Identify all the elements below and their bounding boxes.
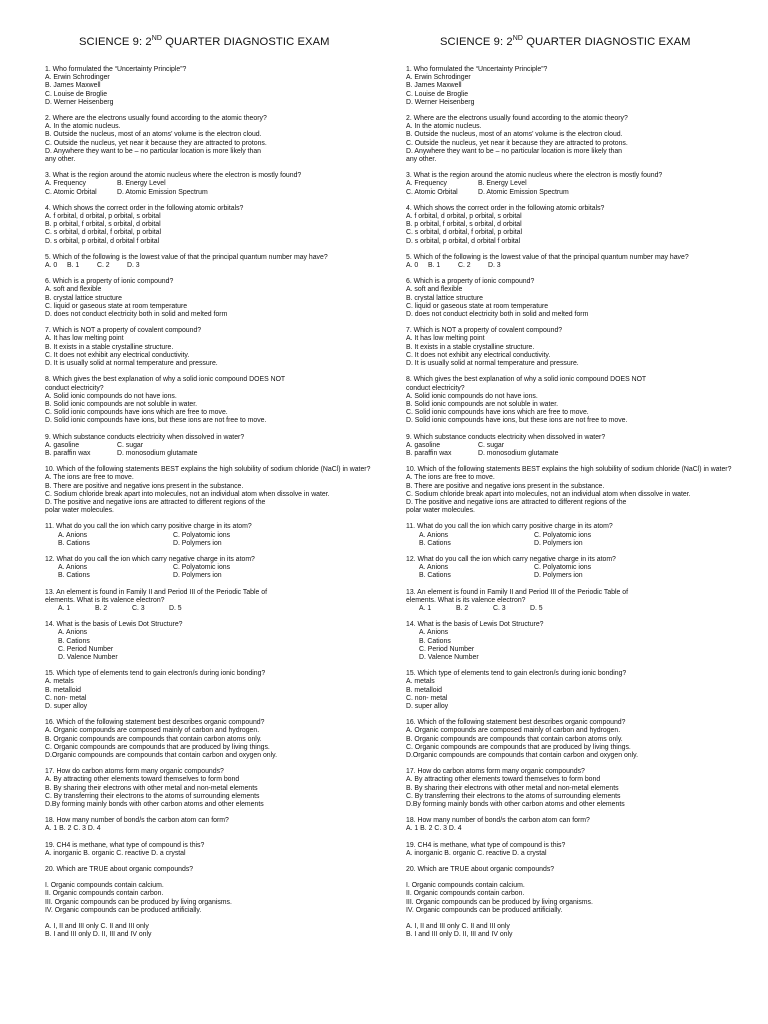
title-superscript: ND (512, 35, 524, 42)
answer-line: B. I and III only D. II, III and IV only (45, 931, 152, 939)
answer-line: A. soft and flexible (45, 286, 102, 294)
answer-line: IV. Organic compounds can be produced artificially. (406, 906, 563, 914)
answer-option: A. Anions (419, 531, 449, 539)
answer-line: A. metals (45, 678, 74, 686)
question-stem: 15. Which type of elements tend to gain electron/s during ionic bonding? (45, 670, 266, 678)
answer-row (406, 540, 746, 548)
answer-line: A. The ions are free to move. (45, 474, 134, 482)
answer-option: A. Frequency (406, 180, 447, 188)
question-stem: 7. Which is NOT a property of covalent compound? (406, 327, 563, 335)
answer-option: B. paraffin wax (406, 449, 452, 457)
answer-line: C. Louise de Broglie (406, 90, 469, 98)
answer-line: A. 1 B. 2 C. 3 D. 4 (406, 825, 462, 833)
question-stem: 13. An element is found in Family II and Period III of the Periodic Table of (45, 588, 268, 596)
answer-option: D. monosodium glutamate (117, 449, 198, 457)
answer-line: C. By transferring their electrons to the atoms of surrounding elements (406, 792, 621, 800)
question-stem: 2. Where are the electrons usually found according to the atomic theory? (45, 115, 267, 123)
answer-line: A. By attracting other elements toward themselves to form bond (406, 776, 601, 784)
answer-option: C. Polyatomic ions (534, 531, 592, 539)
question-block (406, 327, 746, 368)
answer-row (45, 189, 385, 197)
question-block (45, 434, 385, 459)
answer-row (45, 540, 385, 548)
answer-option: C. 2 (458, 262, 471, 270)
answer-row (45, 450, 385, 458)
answer-option: D. Atomic Emission Spectrum (478, 188, 569, 196)
answer-option: D. 5 (530, 604, 543, 612)
question-stem: 11. What do you call the ion which carry positive charge in its atom? (45, 523, 252, 531)
answer-line: A. Organic compounds are composed mainly of carbon and hydrogen. (45, 727, 260, 735)
exam-title (440, 36, 746, 48)
answer-line: C. liquid or gaseous state at room temperature (406, 302, 549, 310)
question-block (406, 254, 746, 270)
answer-line: B. James Maxwell (406, 82, 462, 90)
question-stem: 12. What do you call the ion which carry negative charge in its atom? (45, 555, 255, 563)
question-stem: 20. Which are TRUE about organic compounds? (406, 866, 555, 874)
answer-line: conduct electricity? (45, 384, 104, 392)
answer-row (406, 532, 746, 540)
question-stem: 15. Which type of elements tend to gain electron/s during ionic bonding? (406, 670, 627, 678)
question-block (45, 589, 385, 614)
answer-line: B. crystal lattice structure (406, 294, 483, 302)
answer-option: A. 1 (58, 604, 71, 612)
answer-row (406, 180, 746, 188)
answer-line: B. p orbital, f orbital, s orbital, d orbital (45, 221, 161, 229)
question-block (45, 205, 385, 246)
answer-line: D.Organic compounds are compounds that contain carbon and oxygen only. (45, 752, 277, 760)
answer-line: A. In the atomic nucleus. (406, 123, 482, 131)
answer-row (406, 564, 746, 572)
answer-line: C. Sodium chloride break apart into molecules, not an individual atom when dissolve in water. (45, 490, 330, 498)
question-stem: 7. Which is NOT a property of covalent compound? (45, 327, 202, 335)
question-block (406, 621, 746, 662)
question-stem: 8. Which gives the best explanation of why a solid ionic compound DOES NOT (45, 376, 286, 384)
answer-line: D. super alloy (45, 703, 88, 710)
question-stem: 10. Which of the following statements BEST explains the high solubility of sodium chloride (NaCl) in water? (45, 466, 371, 474)
answer-line: D. Solid ionic compounds have ions, but these ions are not free to move. (406, 417, 628, 425)
answer-line: A. By attracting other elements toward themselves to form bond (45, 776, 240, 784)
answer-option: D. Valence Number (58, 653, 118, 661)
question-block (406, 172, 746, 197)
answer-line: III. Organic compounds can be produced by living organisms. (45, 898, 232, 906)
answer-line: C. s orbital, d orbital, f orbital, p orbital (45, 229, 162, 237)
answer-line: C. It does not exhibit any electrical conductivity. (45, 351, 190, 359)
answer-option: D. Polymers ion (173, 572, 222, 580)
question-stem: 1. Who formulated the “Uncertainty Principle”? (45, 66, 187, 73)
question-stem: 4. Which shows the correct order in the following atomic orbitals? (406, 204, 605, 212)
answer-option: B. Cations (419, 572, 451, 580)
answer-line: A. Organic compounds are composed mainly of carbon and hydrogen. (406, 727, 621, 735)
question-stem: 17. How do carbon atoms form many organic compounds? (406, 768, 585, 776)
answer-line: C. Outside the nucleus, yet near it because they are attracted to protons. (45, 139, 267, 147)
answer-row (45, 532, 385, 540)
answer-line: C. Solid ionic compounds have ions which are free to move. (406, 409, 589, 417)
question-stem: 1. Who formulated the “Uncertainty Principle”? (406, 66, 548, 73)
answer-row (45, 572, 385, 580)
answer-row (406, 572, 746, 580)
question-stem: 17. How do carbon atoms form many organic compounds? (45, 768, 224, 776)
question-block (45, 172, 385, 197)
answer-line: III. Organic compounds can be produced by living organisms. (406, 898, 593, 906)
question-stem: 8. Which gives the best explanation of why a solid ionic compound DOES NOT (406, 376, 647, 384)
answer-line: C. s orbital, d orbital, f orbital, p orbital (406, 229, 523, 237)
answer-line: elements. What is its valence electron? (45, 596, 165, 604)
answer-line: A. Erwin Schrodinger (45, 74, 110, 82)
answer-option: D. Polymers ion (173, 539, 222, 547)
title-rest: QUARTER DIAGNOSTIC EXAM (523, 36, 691, 48)
answer-line: A. Solid ionic compounds do not have ions. (45, 392, 177, 400)
answer-option: D. Polymers ion (534, 539, 583, 547)
question-block (406, 376, 746, 425)
answer-line: D. The positive and negative ions are attracted to different regions of the (406, 498, 627, 506)
question-block (45, 670, 385, 711)
answer-line: B. Organic compounds are compounds that contain carbon atoms only. (45, 735, 262, 743)
question-block (45, 719, 385, 760)
answer-line: C. Sodium chloride break apart into molecules, not an individual atom when dissolve in water. (406, 490, 691, 498)
question-stem: 3. What is the region around the atomic nucleus where the electron is mostly found? (45, 172, 302, 180)
answer-option: B. Cations (58, 637, 90, 645)
answer-line: D.By forming mainly bonds with other carbon atoms and other elements (45, 801, 264, 809)
answer-line: B. It exists in a stable crystalline structure. (45, 343, 174, 351)
answer-line: A. The ions are free to move. (406, 474, 495, 482)
answer-line: B. There are positive and negative ions present in the substance. (406, 482, 605, 490)
answer-option: C. Polyatomic ions (534, 564, 592, 572)
answer-line: II. Organic compounds contain carbon. (45, 890, 164, 898)
question-stem: A. I, II and III only C. II and III only (45, 923, 149, 931)
question-stem: 10. Which of the following statements BEST explains the high solubility of sodium chloride (NaCl) in water? (406, 466, 732, 474)
answer-line: B. Outside the nucleus, most of an atoms’ volume is the electron cloud. (406, 131, 623, 139)
question-stem: 14. What is the basis of Lewis Dot Structure? (406, 621, 544, 629)
answer-line: B. Organic compounds are compounds that contain carbon atoms only. (406, 735, 623, 743)
answer-row (406, 442, 746, 450)
answer-line: D. Werner Heisenberg (406, 98, 475, 106)
answer-line: C. Organic compounds are compounds that are produced by living things. (406, 743, 631, 751)
answer-line: C. Organic compounds are compounds that are produced by living things. (45, 743, 270, 751)
question-stem: 20. Which are TRUE about organic compounds? (45, 866, 194, 874)
question-stem: 18. How many number of bond/s the carbon atom can form? (406, 817, 590, 825)
answer-line: A. f orbital, d orbital, p orbital, s orbital (406, 213, 522, 221)
question-stem: I. Organic compounds contain calcium. (406, 882, 525, 890)
question-block (45, 768, 385, 809)
answer-line: A. 1 B. 2 C. 3 D. 4 (45, 825, 101, 833)
answer-line: IV. Organic compounds can be produced artificially. (45, 906, 202, 914)
answer-option: B. Energy Level (478, 180, 527, 188)
answer-option: C. sugar (478, 441, 505, 449)
question-stem: 9. Which substance conducts electricity when dissolved in water? (406, 433, 606, 441)
title-text: SCIENCE 9: 2 (440, 36, 513, 48)
answer-line: D. It is usually solid at normal temperature and pressure. (45, 360, 218, 368)
question-block (406, 434, 746, 459)
question-block (406, 719, 746, 760)
answer-line: D. s orbital, p orbital, d orbital f orbital (45, 237, 160, 245)
answer-line: D.Organic compounds are compounds that contain carbon and oxygen only. (406, 752, 638, 760)
answer-line: B. I and III only D. II, III and IV only (406, 931, 513, 939)
question-stem: A. I, II and III only C. II and III only (406, 923, 510, 931)
answer-option: A. 1 (419, 604, 432, 612)
question-block (406, 670, 746, 711)
answer-option: D. 3 (488, 262, 501, 270)
answer-option: B. Cations (58, 539, 90, 547)
question-block (45, 866, 385, 874)
answer-line: D. s orbital, p orbital, d orbital f orbital (406, 237, 521, 245)
answer-option: C. Period Number (419, 645, 475, 653)
question-block (406, 882, 746, 915)
answer-line: B. Outside the nucleus, most of an atoms’ volume is the electron cloud. (45, 131, 262, 139)
question-block (406, 205, 746, 246)
question-block (45, 817, 385, 833)
answer-line: D. Werner Heisenberg (45, 98, 114, 106)
answer-option: C. Atomic Orbital (406, 188, 458, 196)
answer-option: B. 1 (428, 262, 441, 270)
answer-line: C. It does not exhibit any electrical conductivity. (406, 351, 551, 359)
answer-line: C. Louise de Broglie (45, 90, 108, 98)
answer-option: B. 1 (67, 262, 80, 270)
answer-option: A. gasoline (45, 441, 80, 449)
answer-line: any other. (45, 156, 76, 164)
answer-line: D. It is usually solid at normal temperature and pressure. (406, 360, 579, 368)
answer-line: D. does not conduct electricity both in solid and melted form (406, 311, 589, 319)
answer-option: B. Cations (58, 572, 90, 580)
answer-line: A. metals (406, 678, 435, 686)
answer-line: D. Solid ionic compounds have ions, but these ions are not free to move. (45, 417, 267, 425)
question-stem: 19. CH4 is methane, what type of compound is this? (406, 841, 566, 849)
answer-line: A. Erwin Schrodinger (406, 74, 471, 82)
answer-option: A. Anions (58, 531, 88, 539)
question-block (406, 523, 746, 548)
question-stem: 18. How many number of bond/s the carbon atom can form? (45, 817, 229, 825)
answer-option: C. Polyatomic ions (173, 564, 231, 572)
answer-line: B. By sharing their electrons with other metal and non-metal elements (406, 784, 619, 792)
question-block (406, 115, 746, 164)
answer-line: A. In the atomic nucleus. (45, 123, 121, 131)
question-block (406, 466, 746, 515)
answer-line: B. Solid ionic compounds are not soluble in water. (406, 400, 559, 408)
question-stem: 13. An element is found in Family II and Period III of the Periodic Table of (406, 588, 629, 596)
answer-line: B. metalloid (406, 686, 443, 694)
question-block (45, 66, 385, 107)
answer-line: B. Solid ionic compounds are not soluble in water. (45, 400, 198, 408)
answer-option: A. Anions (419, 564, 449, 572)
question-block (45, 523, 385, 548)
question-block (45, 115, 385, 164)
answer-line: A. Solid ionic compounds do not have ions. (406, 392, 538, 400)
question-stem: 6. Which is a property of ionic compound? (406, 278, 535, 286)
answer-row (406, 189, 746, 197)
exam-copy-left (45, 36, 385, 947)
question-block (406, 923, 746, 939)
question-block (45, 278, 385, 319)
question-block (45, 923, 385, 939)
answer-line: any other. (406, 156, 437, 164)
answer-row (406, 450, 746, 458)
answer-line: B. p orbital, f orbital, s orbital, d orbital (406, 221, 522, 229)
answer-option: B. 2 (95, 604, 108, 612)
answer-option: A. gasoline (406, 441, 441, 449)
answer-line: elements. What is its valence electron? (406, 596, 526, 604)
answer-option: A. 0 (45, 262, 58, 270)
question-block (45, 376, 385, 425)
answer-line: II. Organic compounds contain carbon. (406, 890, 525, 898)
answer-option: C. Atomic Orbital (45, 188, 97, 196)
answer-line: D. super alloy (406, 703, 449, 710)
answer-option: A. Anions (58, 629, 88, 637)
answer-line: B. James Maxwell (45, 82, 101, 90)
answer-line: polar water molecules. (45, 507, 114, 515)
answer-line: B. There are positive and negative ions present in the substance. (45, 482, 244, 490)
answer-option: C. sugar (117, 441, 144, 449)
question-block (406, 66, 746, 107)
question-stem: 3. What is the region around the atomic nucleus where the electron is mostly found? (406, 172, 663, 180)
answer-option: D. Valence Number (419, 653, 479, 661)
question-block (45, 556, 385, 581)
answer-line: B. crystal lattice structure (45, 294, 122, 302)
answer-row (45, 442, 385, 450)
answer-line: A. inorganic B. organic C. reactive D. a crystal (45, 849, 186, 857)
answer-option: D. Polymers ion (534, 572, 583, 580)
question-block (406, 278, 746, 319)
answer-line: D.By forming mainly bonds with other carbon atoms and other elements (406, 801, 625, 809)
answer-line: polar water molecules. (406, 507, 475, 515)
exam-title (79, 36, 385, 48)
answer-option: B. 2 (456, 604, 469, 612)
question-stem: 11. What do you call the ion which carry positive charge in its atom? (406, 523, 613, 531)
question-stem: 16. Which of the following statement best describes organic compound? (406, 719, 626, 727)
question-block (406, 866, 746, 874)
title-superscript: ND (151, 35, 163, 42)
answer-option: B. paraffin wax (45, 449, 91, 457)
question-block (45, 621, 385, 662)
question-block (45, 254, 385, 270)
answer-option: C. 3 (132, 604, 145, 612)
answer-option: A. Frequency (45, 180, 86, 188)
question-stem: 12. What do you call the ion which carry negative charge in its atom? (406, 555, 616, 563)
question-block (406, 768, 746, 809)
answer-line: C. non- metal (45, 694, 87, 702)
answer-option: C. 3 (493, 604, 506, 612)
answer-row (45, 262, 385, 270)
question-block (45, 327, 385, 368)
answer-option: C. Polyatomic ions (173, 531, 231, 539)
title-rest: QUARTER DIAGNOSTIC EXAM (162, 36, 330, 48)
question-block (45, 842, 385, 858)
answer-option: A. Anions (58, 564, 88, 572)
answer-line: D. Anywhere they want to be – no particular location is more likely than (45, 147, 262, 155)
question-stem: 4. Which shows the correct order in the following atomic orbitals? (45, 204, 244, 212)
answer-line: A. It has low melting point (45, 335, 124, 343)
question-block (45, 882, 385, 915)
question-stem: 16. Which of the following statement best describes organic compound? (45, 719, 265, 727)
answer-option: B. Cations (419, 637, 451, 645)
answer-option: A. Anions (419, 629, 449, 637)
answer-line: C. non- metal (406, 694, 448, 702)
answer-option: B. Energy Level (117, 180, 166, 188)
answer-line: A. inorganic B. organic C. reactive D. a crystal (406, 849, 547, 857)
question-block (406, 556, 746, 581)
question-block (406, 817, 746, 833)
answer-line: A. soft and flexible (406, 286, 463, 294)
answer-option: D. 5 (169, 604, 182, 612)
question-stem: I. Organic compounds contain calcium. (45, 882, 164, 890)
question-stem: 5. Which of the following is the lowest value of that the principal quantum number may have? (406, 253, 689, 261)
question-stem: 9. Which substance conducts electricity when dissolved in water? (45, 433, 245, 441)
answer-line: B. By sharing their electrons with other metal and non-metal elements (45, 784, 258, 792)
answer-line: D. The positive and negative ions are attracted to different regions of the (45, 498, 266, 506)
question-stem: 19. CH4 is methane, what type of compound is this? (45, 841, 205, 849)
answer-line: C. Outside the nucleus, yet near it because they are attracted to protons. (406, 139, 628, 147)
answer-option: C. 2 (97, 262, 110, 270)
answer-row (45, 564, 385, 572)
answer-option: D. 3 (127, 262, 140, 270)
answer-option: B. Cations (419, 539, 451, 547)
question-block (45, 466, 385, 515)
question-stem: 6. Which is a property of ionic compound? (45, 278, 174, 286)
question-stem: 5. Which of the following is the lowest value of that the principal quantum number may have? (45, 253, 328, 261)
answer-row (45, 605, 385, 613)
question-stem: 2. Where are the electrons usually found according to the atomic theory? (406, 115, 628, 123)
question-block (406, 842, 746, 858)
answer-option: A. 0 (406, 262, 419, 270)
title-text: SCIENCE 9: 2 (79, 36, 152, 48)
answer-row (406, 262, 746, 270)
answer-line: B. metalloid (45, 686, 82, 694)
answer-line: C. Solid ionic compounds have ions which are free to move. (45, 409, 228, 417)
answer-line: C. By transferring their electrons to the atoms of surrounding elements (45, 792, 260, 800)
answer-row (45, 180, 385, 188)
answer-option: D. Atomic Emission Spectrum (117, 188, 208, 196)
answer-row (406, 605, 746, 613)
exam-copy-right (406, 36, 746, 947)
answer-line: B. It exists in a stable crystalline structure. (406, 343, 535, 351)
answer-option: D. monosodium glutamate (478, 449, 559, 457)
answer-line: A. f orbital, d orbital, p orbital, s orbital (45, 213, 161, 221)
question-block (406, 589, 746, 614)
question-stem: 14. What is the basis of Lewis Dot Structure? (45, 621, 183, 629)
answer-option: C. Period Number (58, 645, 114, 653)
answer-line: D. does not conduct electricity both in solid and melted form (45, 311, 228, 319)
answer-line: D. Anywhere they want to be – no particular location is more likely than (406, 147, 623, 155)
answer-line: A. It has low melting point (406, 335, 485, 343)
answer-line: C. liquid or gaseous state at room temperature (45, 302, 188, 310)
answer-line: conduct electricity? (406, 384, 465, 392)
